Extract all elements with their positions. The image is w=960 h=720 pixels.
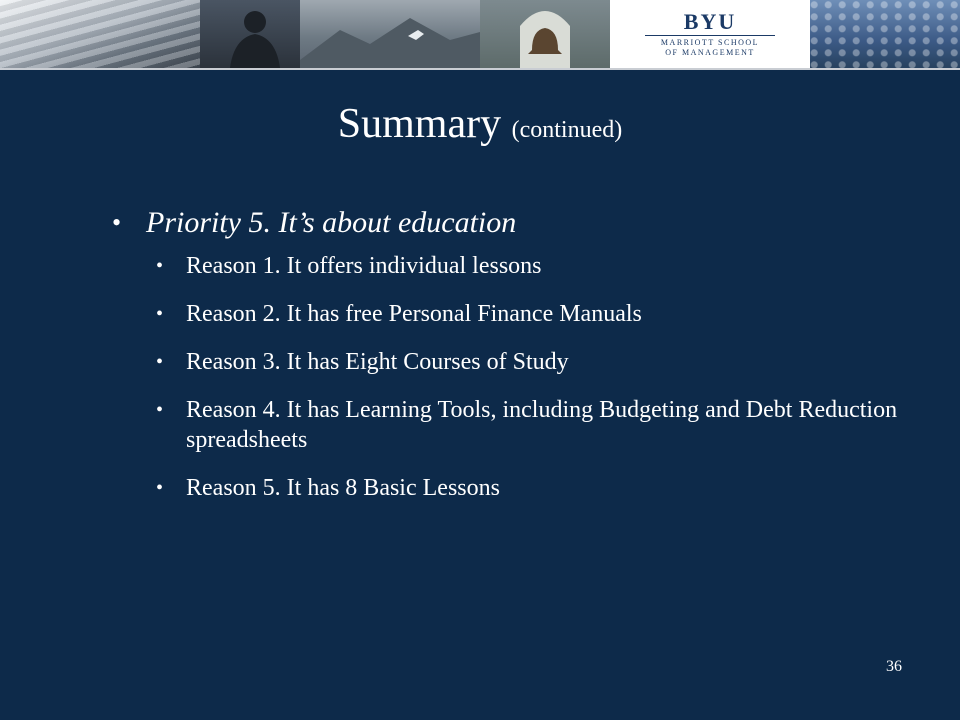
primary-bullet <box>112 205 912 241</box>
sub-bullet-text: Reason 3. It has Eight Courses of Study <box>186 349 569 375</box>
slide-number: 36 <box>886 658 902 675</box>
banner-photo-statue <box>200 0 300 68</box>
banner-photo-mountain <box>300 0 480 68</box>
title-suffix: (continued) <box>511 117 623 143</box>
sub-bullet <box>156 395 912 455</box>
banner-photo-tower <box>810 0 960 68</box>
sub-bullet-text: Reason 2. It has free Personal Finance Manuals <box>186 301 642 327</box>
sub-bullet <box>156 251 912 281</box>
header-banner <box>0 0 960 70</box>
sub-bullet-text: Reason 1. It offers individual lessons <box>186 253 542 279</box>
bullet-icon: • <box>112 208 122 237</box>
primary-bullet-text: Priority 5. It’s about education <box>146 206 517 239</box>
bullet-icon: • <box>156 399 164 421</box>
sub-bullet-text: Reason 5. It has 8 Basic Lessons <box>186 475 500 501</box>
logo-line1: MARRIOTT SCHOOL <box>660 37 760 47</box>
bullet-icon: • <box>156 303 164 325</box>
bullet-icon: • <box>156 477 164 499</box>
logo-word: BYU <box>683 8 737 34</box>
logo-line2: OF MANAGEMENT <box>665 47 755 57</box>
bullet-icon: • <box>156 255 164 277</box>
sub-bullet <box>156 299 912 329</box>
bullet-icon: • <box>156 351 164 373</box>
bell-icon <box>480 0 610 68</box>
sub-bullet <box>156 347 912 377</box>
mountain-icon <box>300 0 480 68</box>
banner-photo-bell <box>480 0 610 68</box>
sub-bullet <box>156 473 912 503</box>
title-main: Summary <box>337 101 502 147</box>
banner-photo-building <box>0 0 200 68</box>
statue-silhouette-icon <box>200 0 300 68</box>
byu-marriott-logo <box>610 0 810 68</box>
sub-bullet-text: Reason 4. It has Learning Tools, including Budgeting and Debt Reduction spreadsheets <box>186 397 898 453</box>
banner-logo-panel <box>610 0 810 68</box>
slide-title <box>0 100 960 154</box>
logo-rule <box>645 35 775 36</box>
bullet-list <box>112 205 912 521</box>
